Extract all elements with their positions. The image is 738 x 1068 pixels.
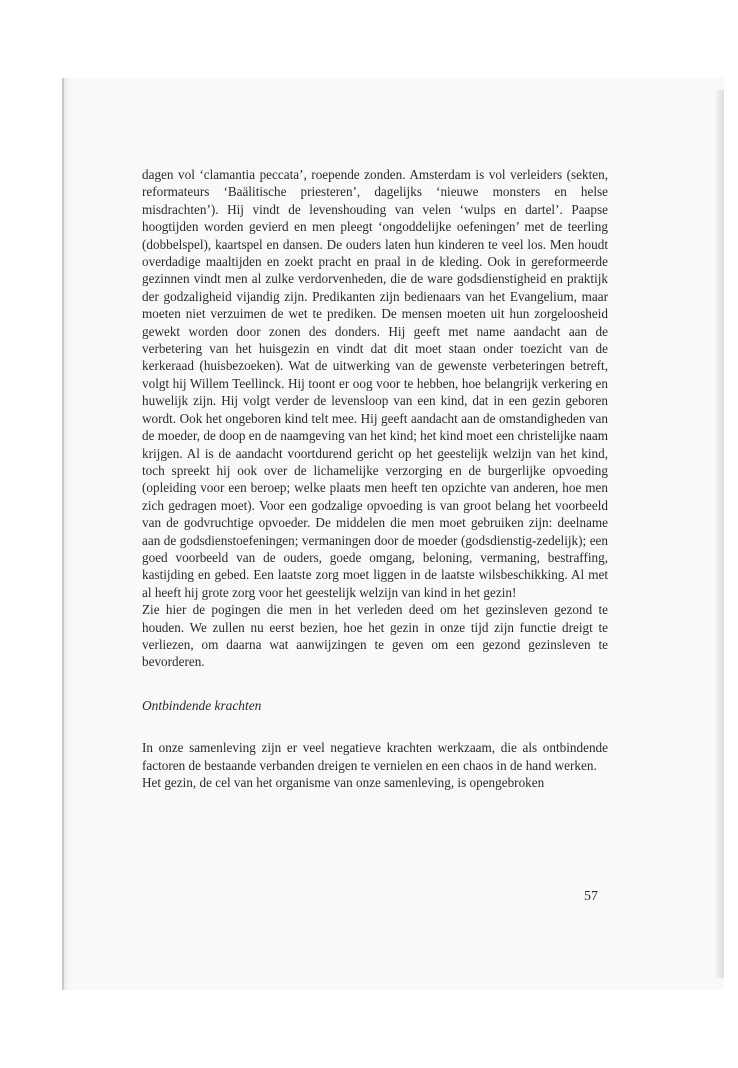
page-number: 57 <box>584 889 598 904</box>
paragraph-3: In onze samenleving zijn er veel negatieve krachten werkzaam, die als ontbindende factoren de bestaande verbanden dreigen te vernielen en een chaos in de hand werken. <box>142 740 608 773</box>
paragraph-2: Zie hier de pogingen die men in het verleden deed om het gezinsleven gezond te houden. We zullen nu eerst bezien, hoe het gezin in onze tijd zijn functie dreigt te verliezen, om daarna wat aanwijzingen te geven om een gezond gezinsleven te bevorderen. <box>142 602 608 670</box>
paragraph-4: Het gezin, de cel van het organisme van onze samenleving, is opengebroken <box>142 775 545 790</box>
section-heading: Ontbindende krachten <box>142 697 262 713</box>
page-edge <box>716 90 724 978</box>
paragraph-1: dagen vol ‘clamantia peccata’, roepende zonden. Amsterdam is vol verleiders (sekten, reformateurs ‘Baälitische priesteren’, dagelijks ‘nieuwe monsters en helse misdrachten’). Hij vindt de levenshouding van velen ‘wulps en dartel’. Paapse hoogtijden worden gevierd en men pleegt ‘ongoddelijke oefeningen’ met de teerling (dobbelspel), kaartspel en dansen. De ouders laten hun kinderen te veel los. Men houdt overdadige maaltijden en zoekt pracht en praal in de kleding. Ook in gereformeerde gezinnen vindt men al zulke verdorvenheden, die de ware godsdienstigheid en praktijk der godzaligheid vijandig zijn. Predikanten zijn bedienaars van het Evangelium, maar moeten niet verzuimen de wet te prediken. De mensen moeten uit hun zorgeloosheid gewekt worden door zonen des donders. Hij geeft met name aandacht aan de verbetering van het huisgezin en vindt dat dit moet staan onder toezicht van de kerkeraad (huisbezoeken). Wat de uitwerking van de gewenste verbeteringen betreft, volgt hij Willem Teellinck. Hij toont er oog voor te hebben, hoe belangrijk verkering en huwelijk zijn. Hij volgt verder de levensloop van een kind, dat in een gezin geboren wordt. Ook het ongeboren kind telt mee. Hij geeft aandacht aan de omstandigheden van de moeder, de doop en de naamgeving van het kind; het kind moet een christelijke naam krijgen. Al is de aandacht voortdurend gericht op het geestelijk welzijn van het kind, toch spreekt hij ook over de lichamelijke verzorging en de burgerlijke opvoeding (opleiding voor een beroep; welke plaats men heeft ten opzichte van anderen, hoe men zich gedragen moet). Voor een godzalige opvoeding is van groot belang het voorbeeld van de godvruchtige opvoeder. De middelen die men moet gebruiken zijn: deelname aan de godsdienstoefeningen; vermaningen door de moeder (godsdienstig-zedelijk); een goed voorbeeld van de ouders, goede omgang, beloning, vermaning, bestraffing, kastijding en gebed. Een laatste zorg moet liggen in de laatste wilsbeschikking. Al met al heeft hij grote zorg voor het geestelijk welzijn van kind in het gezin! <box>142 167 609 600</box>
body-text <box>142 166 608 791</box>
